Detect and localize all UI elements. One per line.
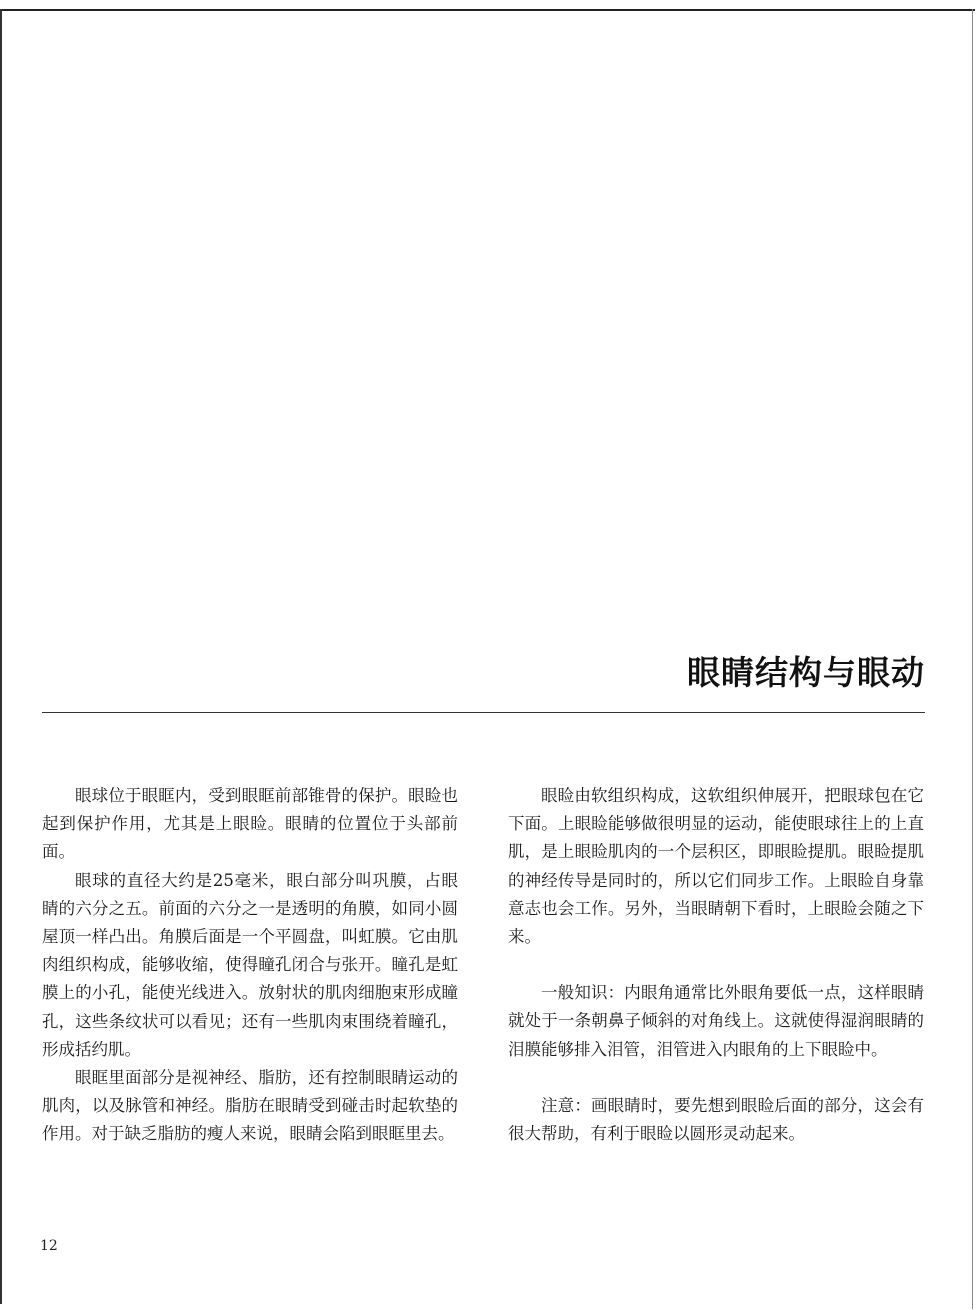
title-divider [42, 712, 925, 713]
left-paragraph-2: 眼球的直径大约是25毫米，眼白部分叫巩膜，占眼睛的六分之五。前面的六分之一是透明的角膜，如同小圆屋顶一样凸出。角膜后面是一个平圆盘，叫虹膜。它由肌肉组织构成，能够收缩，使得瞳孔闭合与张开。瞳孔是虹膜上的小孔，能使光线进入。放射状的肌肉细胞束形成瞳孔，这些条纹状可以看见；还有一些肌肉束围绕着瞳孔，形成括约肌。 [42, 870, 458, 1059]
right-page-edge [972, 9, 973, 1309]
left-paragraph-1: 眼球位于眼眶内，受到眼眶前部锥骨的保护。眼睑也起到保护作用，尤其是上眼睑。眼睛的位置位于头部前面。 [42, 786, 458, 862]
left-page-edge [0, 9, 2, 1304]
right-paragraph-note: 注意：画眼睛时，要先想到眼睑后面的部分，这会有很大帮助，有利于眼睑以圆形灵动起来。 [508, 1095, 924, 1144]
right-text-column [508, 782, 924, 1148]
page-number: 12 [40, 1238, 58, 1254]
right-paragraph-general-knowledge: 一般知识：内眼角通常比外眼角要低一点，这样眼睛就处于一条朝鼻子倾斜的对角线上。这就使得湿润眼睛的泪膜能够排入泪管，泪管进入内眼角的上下眼睑中。 [508, 983, 924, 1059]
top-border-rule [0, 9, 975, 11]
section-title: 眼睛结构与眼动 [687, 653, 925, 692]
right-paragraph-1: 眼睑由软组织构成，这软组织伸展开，把眼球包在它下面。上眼睑能够做很明显的运动，能使眼球往上的上直肌，是上眼睑肌肉的一个层积区，即眼睑提肌。眼睑提肌的神经传导是同时的，所以它们同步工作。上眼睑自身靠意志也会工作。另外，当眼睛朝下看时，上眼睑会随之下来。 [508, 786, 924, 947]
left-paragraph-3: 眼眶里面部分是视神经、脂肪，还有控制眼睛运动的肌肉，以及脉管和神经。脂肪在眼睛受到碰击时起软垫的作用。对于缺乏脂肪的瘦人来说，眼睛会陷到眼眶里去。 [42, 1068, 458, 1144]
left-text-column [42, 782, 458, 1149]
